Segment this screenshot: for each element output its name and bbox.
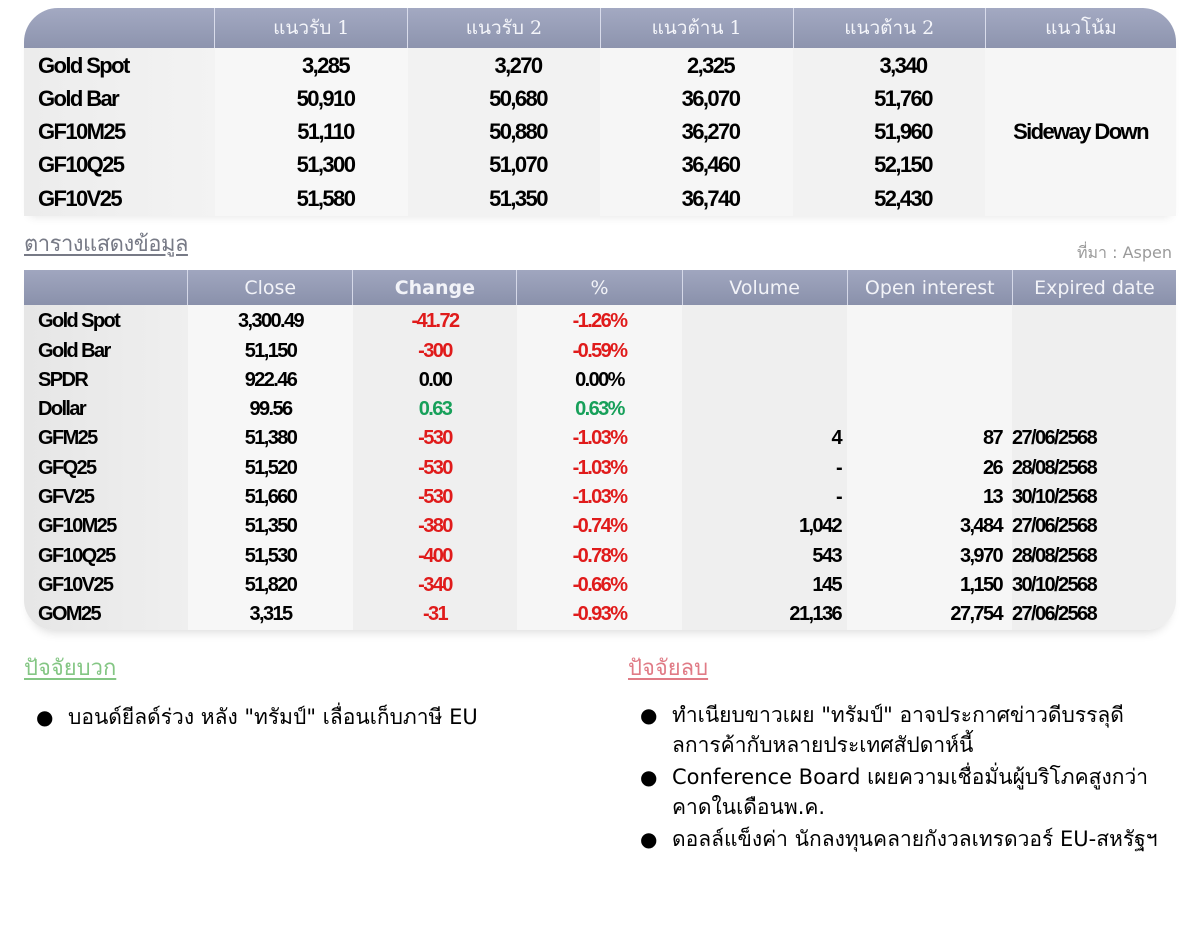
- table-row: [24, 307, 1176, 337]
- table-row: [24, 336, 1176, 366]
- support-2-value: 3,270: [494, 52, 542, 78]
- table-row: [24, 454, 1176, 484]
- close-value: 51,520: [244, 456, 297, 479]
- levels-header-resistance-1: แนวต้าน 1: [600, 8, 793, 48]
- instrument-name: Gold Spot: [38, 52, 129, 78]
- header-instrument: [24, 270, 187, 305]
- levels-row: [24, 115, 999, 148]
- close-value: 51,820: [244, 573, 297, 596]
- bullet-icon: ●: [640, 827, 658, 851]
- support-1-value: 51,300: [296, 151, 355, 177]
- resistance-2-value: 51,960: [874, 118, 932, 144]
- resistance-1-value: 36,740: [681, 185, 740, 211]
- percent-change-value: -0.59%: [572, 339, 627, 362]
- header-close: Close: [187, 270, 352, 305]
- bullet-icon: ●: [640, 703, 658, 727]
- resistance-2-value: 3,340: [879, 52, 927, 78]
- volume-value: -: [835, 456, 841, 479]
- instrument-name: GF10Q25: [38, 544, 115, 567]
- open-interest-value: 27,754: [950, 603, 1002, 626]
- percent-change-value: -1.03%: [572, 427, 627, 450]
- support-2-value: 50,680: [489, 85, 547, 111]
- percent-change-value: -1.03%: [572, 486, 627, 509]
- open-interest-value: 1,150: [959, 573, 1002, 596]
- volume-value: 1,042: [798, 515, 841, 538]
- percent-change-value: -0.66%: [572, 573, 627, 596]
- levels-table-header: [24, 8, 1176, 48]
- percent-change-value: -1.03%: [572, 456, 627, 479]
- instrument-name: GF10Q25: [38, 151, 124, 177]
- resistance-1-value: 2,325: [686, 52, 735, 78]
- levels-row: [24, 49, 999, 82]
- support-1-value: 51,580: [296, 185, 355, 211]
- instrument-name: GFV25: [38, 486, 94, 509]
- positive-factor-text: บอนด์ยีลด์ร่วง หลัง "ทรัมป์" เลื่อนเก็บภาษี EU: [68, 705, 478, 729]
- table-row: [24, 483, 1176, 513]
- close-value: 99.56: [249, 398, 292, 421]
- resistance-2-value: 51,760: [874, 85, 932, 111]
- expired-date-value: 30/10/2568: [1012, 486, 1097, 509]
- levels-header-resistance-2: แนวต้าน 2: [793, 8, 985, 48]
- market-data-table: [24, 270, 1176, 630]
- levels-row: [24, 82, 999, 115]
- open-interest-value: 3,970: [959, 544, 1002, 567]
- percent-change-value: -0.78%: [572, 544, 627, 567]
- volume-value: 4: [831, 427, 841, 450]
- support-resistance-table: [24, 8, 1176, 216]
- data-table-header: [24, 270, 1176, 305]
- data-source-label: ที่มา : Aspen: [1076, 243, 1172, 262]
- close-value: 51,350: [244, 515, 297, 538]
- header-change: Change: [352, 270, 516, 305]
- volume-value: 543: [812, 544, 841, 567]
- header-volume: Volume: [682, 270, 847, 305]
- instrument-name: GF10M25: [38, 515, 116, 538]
- volume-value: -: [835, 486, 841, 509]
- volume-value: 145: [812, 573, 841, 596]
- trend-value: Sideway Down: [1013, 119, 1148, 144]
- support-1-value: 51,110: [297, 118, 354, 144]
- bullet-icon: ●: [36, 705, 54, 729]
- change-value: -380: [418, 515, 452, 538]
- negative-factor-item: [632, 762, 1162, 822]
- close-value: 51,660: [244, 486, 297, 509]
- negative-factor-item: [632, 700, 1162, 760]
- open-interest-value: 13: [982, 486, 1002, 509]
- percent-change-value: 0.63%: [575, 398, 624, 421]
- percent-change-value: -1.26%: [572, 310, 627, 333]
- change-value: 0.00: [418, 368, 452, 391]
- support-1-value: 50,910: [296, 85, 355, 111]
- close-value: 3,300.49: [237, 310, 304, 333]
- support-2-value: 51,070: [489, 151, 547, 177]
- close-value: 51,150: [244, 339, 297, 362]
- instrument-name: GOM25: [38, 603, 101, 626]
- open-interest-value: 3,484: [959, 515, 1002, 538]
- levels-table-body: [24, 48, 1176, 216]
- positive-factors-title[interactable]: ปัจจัยบวก: [24, 656, 117, 681]
- levels-header-support-2: แนวรับ 2: [407, 8, 599, 48]
- table-row: [24, 571, 1176, 601]
- levels-header-blank: [24, 8, 214, 48]
- instrument-name: Gold Spot: [38, 310, 120, 333]
- instrument-name: Gold Bar: [38, 85, 119, 111]
- close-value: 922.46: [244, 368, 297, 391]
- expired-date-value: 28/08/2568: [1012, 544, 1097, 567]
- close-value: 51,530: [244, 544, 297, 567]
- levels-header-support-1: แนวรับ 1: [214, 8, 407, 48]
- instrument-name: GFM25: [38, 427, 97, 450]
- bullet-icon: ●: [640, 765, 658, 789]
- open-interest-value: 87: [982, 427, 1002, 450]
- support-1-value: 3,285: [301, 52, 350, 78]
- change-value: -530: [418, 427, 452, 450]
- table-row: [24, 512, 1176, 542]
- instrument-name: GF10V25: [38, 573, 113, 596]
- percent-change-value: -0.74%: [572, 515, 627, 538]
- expired-date-value: 27/06/2568: [1012, 515, 1097, 538]
- instrument-name: GFQ25: [38, 456, 96, 479]
- expired-date-value: 27/06/2568: [1012, 427, 1097, 450]
- levels-row: [24, 148, 999, 181]
- percent-change-value: 0.00%: [575, 368, 624, 391]
- negative-factors-list: [632, 700, 1162, 856]
- open-interest-value: 26: [982, 456, 1002, 479]
- instrument-name: GF10V25: [38, 185, 121, 211]
- resistance-1-value: 36,270: [681, 118, 740, 144]
- table-row: [24, 600, 1176, 630]
- instrument-name: Dollar: [38, 398, 86, 421]
- levels-row: [24, 182, 999, 215]
- change-value: -340: [418, 573, 452, 596]
- change-value: -530: [418, 456, 452, 479]
- positive-factors-list: [28, 702, 548, 734]
- change-value: -400: [418, 544, 452, 567]
- resistance-2-value: 52,430: [874, 185, 932, 211]
- negative-factors-title[interactable]: ปัจจัยลบ: [628, 656, 709, 681]
- negative-factor-text: ดอลล์แข็งค่า นักลงทุนคลายกังวลเทรดวอร์ EU-สหรัฐฯ: [672, 827, 1158, 851]
- close-value: 3,315: [249, 603, 292, 626]
- change-value: -41.72: [411, 310, 459, 333]
- section-title-data-table[interactable]: ตารางแสดงข้อมูล: [24, 232, 188, 257]
- negative-factor-item: [632, 824, 1162, 854]
- table-row: [24, 395, 1176, 425]
- instrument-name: SPDR: [38, 368, 88, 391]
- change-value: -530: [418, 486, 452, 509]
- positive-factor-item: [28, 702, 548, 732]
- resistance-2-value: 52,150: [874, 151, 932, 177]
- instrument-name: GF10M25: [38, 118, 125, 144]
- volume-value: 21,136: [789, 603, 841, 626]
- support-2-value: 50,880: [489, 118, 547, 144]
- data-table-body: [24, 305, 1176, 630]
- table-row: [24, 424, 1176, 454]
- instrument-name: Gold Bar: [38, 339, 110, 362]
- resistance-1-value: 36,070: [681, 85, 740, 111]
- expired-date-value: 28/08/2568: [1012, 456, 1097, 479]
- table-row: [24, 541, 1176, 571]
- table-row: [24, 366, 1176, 396]
- levels-header-trend: แนวโน้ม: [985, 8, 1176, 48]
- expired-date-value: 30/10/2568: [1012, 573, 1097, 596]
- change-value: 0.63: [418, 398, 452, 421]
- expired-date-value: 27/06/2568: [1012, 603, 1097, 626]
- change-value: -31: [422, 603, 448, 626]
- negative-factor-text: ทำเนียบขาวเผย "ทรัมป์" อาจประกาศข่าวดีบรรลุดีลการค้ากับหลายประเทศสัปดาห์นี้: [672, 703, 1124, 757]
- header-expired-date: Expired date: [1012, 270, 1176, 305]
- support-2-value: 51,350: [489, 185, 547, 211]
- change-value: -300: [418, 339, 452, 362]
- header-open-interest: Open interest: [847, 270, 1012, 305]
- resistance-1-value: 36,460: [681, 151, 740, 177]
- close-value: 51,380: [244, 427, 297, 450]
- negative-factor-text: Conference Board เผยความเชื่อมั่นผู้บริโภคสูงกว่าคาดในเดือนพ.ค.: [672, 765, 1149, 819]
- header-percent: %: [516, 270, 681, 305]
- percent-change-value: -0.93%: [572, 603, 627, 626]
